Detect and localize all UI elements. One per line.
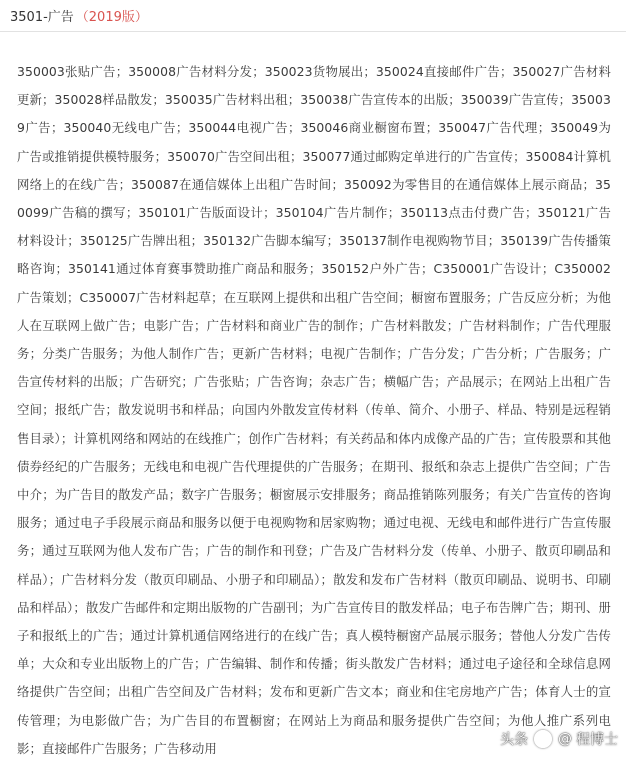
watermark-author: 程博士	[576, 732, 618, 748]
title-text: 3501-广告	[10, 10, 74, 25]
watermark-logo-icon	[534, 730, 552, 748]
watermark-platform: 头条	[500, 732, 528, 748]
watermark	[500, 729, 618, 749]
watermark-at: @	[558, 731, 572, 747]
title-year: （2019版）	[75, 10, 148, 25]
page-header	[0, 0, 626, 32]
service-list-text: 350003张贴广告；350008广告材料分发；350023货物展出；350024直接邮件广告；350027广告材料更新；350028样品散发；350035广告材料出租；350038广告宣传本的出版；350039广告宣传；350039广告；350040无线电广告；350044电视广告；350046商业橱窗布置；350047广告代理；350049为广告或推销提供模特服务；350070广告空间出租；350077通过邮购定单进行的广告宣传；350084计算机网络上的在线广告；350087在通信媒体上出租广告时间；350092为零售目的在通信媒体上展示商品；350099广告稿的撰写；350101广告版面设计；350104广告片制作；350113点击付费广告；350121广告材料设计；350125广告牌出租；350132广告脚本编写；350137制作电视购物节目；350139广告传播策略咨询；350141通过体育赛事赞助推广商品和服务；350152户外广告；C350001广告设计；C350002广告策划；C350007广告材料起草；在互联网上提供和出租广告空间；橱窗布置服务；广告反应分析；为他人在互联网上做广告；电影广告；广告材料和商业广告的制作；广告材料散发；广告材料制作；广告代理服务；分类广告服务；为他人制作广告；更新广告材料；电视广告制作；广告分发；广告分析；广告服务；广告宣传材料的出版；广告研究；广告张贴；广告咨询；杂志广告；横幅广告；产品展示；在网站上出租广告空间；报纸广告；散发说明书和样品；向国内外散发宣传材料（传单、简介、小册子、样品、特别是远程销售目录）；计算机网络和网站的在线推广；创作广告材料；有关药品和体内成像产品的广告；宣传股票和其他债券经纪的广告服务；无线电和电视广告代理提供的广告服务；在期刊、报纸和杂志上提供广告空间；广告中介；为广告目的散发产品；数字广告服务；橱窗展示安排服务；商品推销陈列服务；有关广告宣传的咨询服务；通过电子手段展示商品和服务以便于电视购物和居家购物；通过电视、无线电和邮件进行广告宣传服务；通过互联网为他人发布广告；广告的制作和刊登；广告及广告材料分发（传单、小册子、散页印刷品和样品）；广告材料分发（散页印刷品、小册子和印刷品）；散发和发布广告材料（散页印刷品、说明书、印刷品和样品）；散发广告邮件和定期出版物的广告副刊；为广告宣传目的散发样品；电子布告牌广告；期刊、册子和报纸上的广告；通过计算机通信网络进行的在线广告；真人模特橱窗产品展示服务；替他人分发广告传单；大众和专业出版物上的广告；广告编辑、制作和传播；街头散发广告材料；通过电子途径和全球信息网络提供广告空间；出租广告空间及广告材料；发布和更新广告文本；商业和住宅房地产广告；体育人士的宣传管理；为电影做广告；为广告目的布置橱窗；在网站上为商品和服务提供广告空间；为他人推广系列电影；直接邮件广告服务；广告移动用	[17, 64, 611, 756]
page-title	[10, 6, 148, 25]
